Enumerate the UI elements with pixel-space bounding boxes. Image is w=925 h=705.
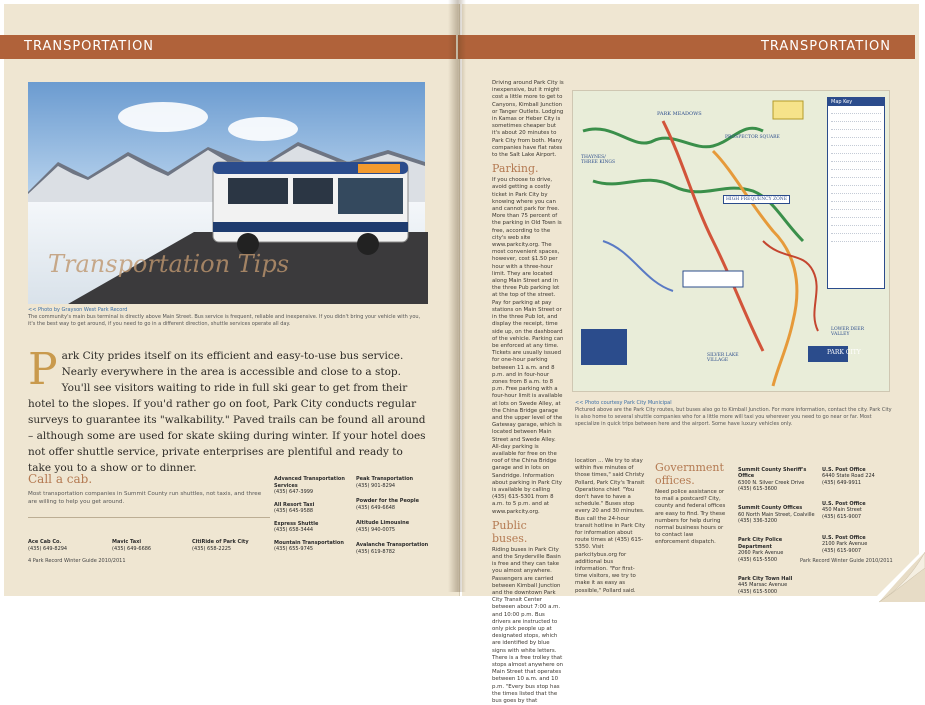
contact-name: Powder for the People bbox=[356, 498, 419, 504]
right-footer: Park Record Winter Guide 2010/2011 bbox=[800, 558, 893, 564]
call-cab-text: Most transportation companies in Summit County run shuttles, not taxis, and three are willing to help you get around. bbox=[28, 491, 262, 505]
parking-heading: Parking. bbox=[492, 162, 539, 176]
contact-name: Mavic Taxi bbox=[112, 539, 142, 545]
contact-detail: 445 Marsac Avenue (435) 615-5000 bbox=[738, 582, 788, 595]
lead-paragraph bbox=[28, 344, 428, 476]
map-key-row bbox=[831, 172, 881, 178]
map-key-row bbox=[831, 228, 881, 234]
contact-detail: 6300 N. Silver Creek Drive (435) 615-3600 bbox=[738, 479, 805, 492]
map-label-lower-deer-valley: LOWER DEER VALLEY bbox=[831, 327, 864, 337]
contact-phone: (435) 619-8782 bbox=[356, 548, 396, 555]
contact-detail: 2100 Park Avenue (435) 615-9007 bbox=[822, 541, 868, 554]
contact-entry bbox=[274, 476, 356, 496]
contact-detail: 450 Main Street (435) 615-9007 bbox=[822, 507, 862, 520]
map-key-row bbox=[831, 156, 881, 162]
contact-name: Ace Cab Co. bbox=[28, 539, 62, 545]
lead-text: ark City prides itself on its efficient and easy-to-use bus service. Nearly everywhere in the area is accessible and close to a stop. You'll see visitors waiting to ride in full ski gear to get from their hotel to the slopes. If you'd rather go on foot, Park City conducts regular surveys to guarantee its "walkability." Paved trails can be found all around – although some are used for skate skiing during winter. If your hotel does not offer shuttle service, private enterprises are plentiful and ready to take you to a show or to dinner. bbox=[28, 350, 426, 474]
map-label-park-city-logo: PARK CITY bbox=[827, 349, 861, 356]
bus-graphic bbox=[208, 152, 418, 262]
contact-phone: (435) 649-6648 bbox=[356, 504, 396, 511]
contact-name: Advanced Transportation Services bbox=[274, 476, 345, 489]
contact-phone: (435) 901-8294 bbox=[356, 482, 396, 489]
contact-name: U.S. Post Office bbox=[822, 534, 866, 541]
map-key-row bbox=[831, 164, 881, 170]
map-key-row bbox=[831, 196, 881, 202]
contact-name: Summit County Sheriff's Office bbox=[738, 466, 807, 479]
photo-script-title: Transportation Tips bbox=[48, 250, 290, 278]
map-key-title: Map Key bbox=[828, 98, 884, 106]
left-page-banner: TRANSPORTATION bbox=[0, 35, 456, 59]
gov-contact-entry bbox=[738, 537, 816, 563]
contact-entry bbox=[274, 502, 356, 515]
contact-entry bbox=[356, 476, 438, 489]
map-key-row bbox=[831, 212, 881, 218]
bus-photo bbox=[28, 82, 425, 304]
contact-name: Mountain Transportation bbox=[274, 539, 344, 546]
contact-entry bbox=[274, 540, 356, 553]
driving-intro: Driving around Park City is inexpensive, but it might cost a little more to get to Canyons, Kimball Junction or Tanger Outlets. Lodging in Kamas or Heber City is sometimes cheaper but it's about 20 minutes to Park City from both. Many companies have flat rates to the Salt Lake Airport. bbox=[492, 80, 564, 159]
contact-name: Avalanche Transportation bbox=[356, 542, 429, 548]
map-label-park-meadows: PARK MEADOWS bbox=[657, 111, 702, 117]
call-cab-section bbox=[28, 472, 268, 506]
map-key-row bbox=[831, 116, 881, 122]
parking-text: If you choose to drive, avoid getting a costly ticket in Park City by knowing where you can and cannot park for free. More than 75 percent of the parking in Old Town is free, according to the city's web site www.parkcity.org. The most convenient spaces, however, cost $1.50 per hour with a three-hour limit. They are located along Main Street and in the three Pub parking lot at the top of the street. Pay for parking at pay stations on Main Street or in the three Pub lot, and display the receipt, time side up, on the dashboard of the vehicle. Parking can be enforced at any time. Tickets are usually issued for one-hour parking between 11 a.m. and 8 p.m. and in four-hour zones from 8 a.m. to 8 p.m. Free parking with a four-hour limit is available at lots on Swede Alley, at the China Bridge garage and the upper level of the Gateway garage, which is located between Main Street and Swede Alley. All-day parking is available for free on the roof of the China Bridge garage and in lots on Sandridge. Information about parking in Park City is available by calling (435) 615-5301 from 8 a.m. to 5 p.m. and at www.parkcity.org. bbox=[492, 177, 564, 515]
contact-phone: (435) 940-0075 bbox=[356, 526, 396, 533]
contact-phone: (435) 655-9745 bbox=[274, 546, 314, 552]
contact-entry bbox=[356, 520, 438, 533]
photo-caption bbox=[28, 307, 428, 328]
contact-name: U.S. Post Office bbox=[822, 500, 866, 507]
photo-caption-text: The community's main bus terminal is directly above Main Street. Bus service is frequent, reliable and inexpensive. If you didn't bring your vehicle with you, it's the best way to get around, if you need to go in a different direction, shuttle services operate all day. bbox=[28, 314, 421, 327]
right-page-banner: TRANSPORTATION bbox=[458, 35, 915, 59]
bus-route-map bbox=[572, 90, 890, 392]
map-key-row bbox=[831, 140, 881, 146]
contact-name: All Resort Taxi bbox=[274, 501, 315, 508]
map-key-row bbox=[831, 124, 881, 130]
public-buses-text: Riding buses in Park City and the Snyderville Basin is free and they can take you almost anywhere. Passengers are carried between Kimball Junction and the downtown Park City Transit Center between about 7:00 a.m. and 10:00 p.m. Bus drivers are instructed to only pick people up at designated stops, which are identified by blue signs with white letters. There is a free trolley that stops almost anywhere on Main Street that operates between 10 a.m. and 10 p.m. "Every bus stop has the times listed that the bus goes by that bbox=[492, 546, 564, 705]
photo-credit: << Photo by Grayson West Park Record bbox=[28, 307, 128, 313]
contact-detail: 60 North Main Street, Coalville (435) 336-3200 bbox=[738, 511, 815, 524]
map-key bbox=[827, 97, 885, 289]
contacts-column-1 bbox=[274, 476, 356, 553]
map-caption bbox=[575, 400, 893, 428]
contact-name: Express Shuttle bbox=[274, 520, 319, 527]
map-credit: << Photo courtesy Park City Municipal bbox=[575, 400, 672, 406]
gov-contact-entry bbox=[738, 467, 816, 493]
map-key-row bbox=[831, 188, 881, 194]
contact-entry bbox=[274, 521, 356, 534]
contact-phone: (435) 649-8294 bbox=[28, 545, 68, 552]
contact-phone: (435) 647-3999 bbox=[274, 489, 314, 495]
map-key-row bbox=[831, 204, 881, 210]
contact-detail: 6440 State Road 224 (435) 649-9911 bbox=[822, 473, 875, 486]
gov-contact-entry bbox=[738, 576, 816, 596]
contact-entry bbox=[356, 498, 438, 511]
map-key-row bbox=[831, 220, 881, 226]
map-key-row bbox=[831, 108, 881, 114]
map-key-row bbox=[831, 180, 881, 186]
contact-name: Summit County Offices bbox=[738, 505, 803, 511]
contact-name: CitiRide of Park City bbox=[192, 539, 249, 545]
photo-cloud bbox=[118, 102, 208, 132]
page-curl-graphic bbox=[871, 548, 925, 602]
contact-entry bbox=[28, 539, 98, 552]
contact-name: Park City Town Hall bbox=[738, 575, 793, 582]
contact-phone: (435) 658-2225 bbox=[192, 545, 232, 552]
map-label-prospector: PROSPECTOR SQUARE bbox=[725, 135, 780, 140]
map-caption-text: Pictured above are the Park City routes, but buses also go to Kimball Junction. For more information, contact the city. Park City is also home to several shuttle companies who for a little more will taxi you wherever you need to go near or far. Most specialize in quick trips between here and the airport. Some have luxury vehicles only. bbox=[575, 407, 892, 427]
map-label-high-frequency: HIGH FREQUENCY ZONE bbox=[723, 195, 790, 204]
contact-detail: 2060 Park Avenue (435) 615-5500 bbox=[738, 550, 784, 563]
call-cab-title: Call a cab. bbox=[28, 472, 93, 486]
contact-phone: (435) 658-3444 bbox=[274, 527, 314, 533]
right-column-2 bbox=[575, 458, 646, 594]
government-section bbox=[655, 458, 729, 547]
contacts-divider bbox=[28, 517, 270, 518]
left-footer: 4 Park Record Winter Guide 2010/2011 bbox=[28, 558, 126, 564]
government-text: Need police assistance or to mail a postcard? City, county and federal offices are easy to find. Try these numbers for help during normal business hours or to contact law enforcement dispatch. bbox=[655, 489, 726, 546]
contact-name: U.S. Post Office bbox=[822, 466, 866, 473]
map-key-row bbox=[831, 236, 881, 242]
public-buses-heading: Public buses. bbox=[492, 518, 528, 545]
map-label-thaynes: THAYNES/ THREE KINGS bbox=[581, 155, 616, 165]
contact-name: Altitude Limousine bbox=[356, 520, 410, 526]
gov-contacts-column bbox=[738, 460, 816, 602]
dropcap: P bbox=[28, 344, 58, 395]
buses-continued: location ... We try to stay within five minutes of those times," said Christy Pollard, Park City's Transit Operations chief. "You don't have to have a schedule." Buses stop every 20 and 30 minutes. Bus call the 24-hour transit hotline in Park City for information about route times at (435) 615-5350. Visit parkcitybus.org for additional bus information. "For first-time visitors, we try to make it as easy as possible," Pollard said. bbox=[575, 458, 646, 594]
contact-entry bbox=[192, 539, 268, 552]
contact-entry bbox=[356, 542, 438, 555]
contacts-column-2 bbox=[356, 476, 438, 555]
post-office-column bbox=[822, 460, 892, 561]
contact-phone: (435) 649-6686 bbox=[112, 545, 152, 552]
map-label-silver-lake: SILVER LAKE VILLAGE bbox=[707, 353, 739, 363]
map-key-row bbox=[831, 132, 881, 138]
contact-entry bbox=[112, 539, 182, 552]
map-key-row bbox=[831, 148, 881, 154]
gov-contact-entry bbox=[822, 501, 892, 521]
contact-name: Park City Police Department bbox=[738, 537, 783, 550]
contact-name: Peak Transportation bbox=[356, 476, 414, 482]
gov-contact-entry bbox=[822, 467, 892, 487]
right-column-1 bbox=[492, 80, 564, 705]
government-heading: Government offices. bbox=[655, 461, 724, 487]
contact-phone: (435) 645-9588 bbox=[274, 508, 314, 514]
gov-contact-entry bbox=[738, 505, 816, 525]
